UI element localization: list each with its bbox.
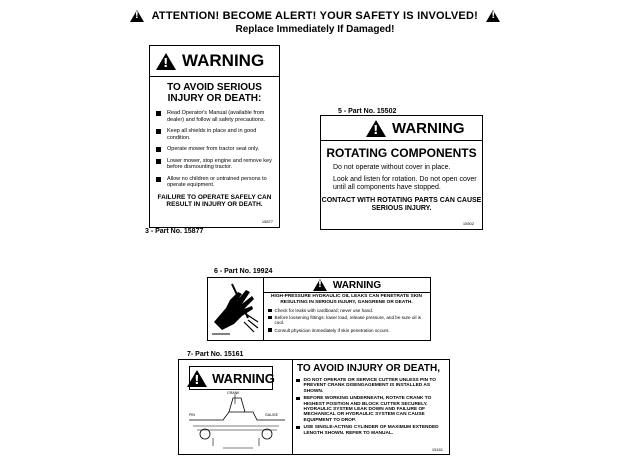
decal-19924 (207, 277, 431, 341)
page-header (0, 10, 630, 35)
bullet-square-icon (296, 379, 300, 383)
list-item: Keep all shields in place and in good condition. (156, 128, 275, 141)
list-item: Before loosening fittings: lower load, release pressure, and be sure oil is cool. (268, 315, 427, 325)
warning-banner (321, 116, 482, 141)
bullet-square-icon (156, 159, 161, 164)
decal-footer: FAILURE TO OPERATE SAFELY CAN RESULT IN INJURY OR DEATH. (157, 193, 272, 208)
bullet-square-icon (296, 426, 300, 430)
list-item: Consult physician immediately if skin penetration occurs. (268, 328, 427, 333)
warning-banner (264, 278, 430, 293)
decal-footer: CONTACT WITH ROTATING PARTS CAN CAUSE SERIOUS INJURY. (321, 197, 482, 212)
part-label-5: 5 - Part No. 15502 (338, 108, 397, 115)
warning-word: WARNING (392, 119, 465, 137)
instruction-list (296, 378, 446, 438)
list-item: Lower mower, stop engine and remove key before dismounting tractor. (156, 158, 275, 171)
decal-title: TO AVOID INJURY OR DEATH, (297, 363, 440, 374)
list-item: Operate mower from tractor seat only. (156, 146, 275, 153)
list-item: Read Operator's Manual (available from dealer) and follow all safety precautions. (156, 110, 275, 123)
list-item: DO NOT OPERATE OR SERVICE CUTTER UNLESS PIN TO PREVENT CRANK DISENGAGEMENT IS INSTALLED AS SHOWN. (296, 378, 446, 394)
warning-triangle-icon (486, 10, 500, 22)
diagram-label: GAUGE (265, 413, 278, 417)
part-label-3: 3 - Part No. 15877 (145, 228, 204, 235)
diagram-label: CRANK (227, 391, 240, 395)
warning-triangle-icon (313, 279, 327, 291)
bullet-square-icon (296, 397, 300, 401)
hand-injury-pictogram-icon (208, 278, 264, 340)
decal-title: ROTATING COMPONENTS (326, 146, 477, 160)
warning-triangle-icon (156, 53, 176, 70)
decal-15161 (178, 359, 450, 455)
warning-triangle-icon (366, 120, 386, 137)
header-line-2: Replace Immediately If Damaged! (235, 24, 395, 36)
bullet-square-icon (268, 328, 272, 332)
warning-word: WARNING (212, 370, 275, 386)
diagram-label: PIN (189, 413, 195, 417)
warning-word: WARNING (332, 279, 382, 291)
decal-15877 (149, 45, 280, 228)
list-item: USE SINGLE-ACTING CYLINDER OF MAXIMUM EXTENDED LENGTH SHOWN. REFER TO MANUAL. (296, 425, 446, 436)
part-label-6: 6 - Part No. 19924 (214, 268, 273, 275)
warning-banner (150, 46, 279, 77)
bullet-square-icon (156, 129, 161, 134)
bullet-square-icon (268, 309, 272, 313)
decal-subtitle: TO AVOID SERIOUS INJURY OR DEATH: (167, 82, 262, 104)
bullet-square-icon (156, 177, 161, 182)
decal-code: 15877 (261, 219, 273, 224)
instruction-list (150, 110, 279, 189)
warning-triangle-icon (130, 10, 144, 22)
warning-triangle-icon (187, 370, 207, 387)
header-line-1: ! ATTENTION! BECOME ALERT! YOUR SAFETY IS INVOLVED! ! (0, 10, 630, 22)
list-item: Allow no children or untrained persons to operate equipment. (156, 176, 275, 189)
decal-header-text: HIGH-PRESSURE HYDRAULIC OIL LEAKS CAN PENETRATE SKIN RESULTING IN SERIOUS INJURY, GANGRENE OR DEATH. (271, 294, 422, 305)
decal-text: Look and listen for rotation. Do not open cover until all components have stopped. (333, 176, 477, 191)
decal-15502 (320, 115, 483, 230)
decal-divider (292, 360, 293, 454)
list-item: BEFORE WORKING UNDERNEATH, ROTATE CRANK TO HIGHEST POSITION AND BLOCK CUTTER SECURELY. HYDRAULIC SYSTEM LEAK DOWN AND FAILURE OF MECHANICAL OR HYDRAULIC SYSTEM CAN CAUSE EQUIPMENT TO DROP. (296, 396, 446, 423)
warning-word: WARNING (182, 51, 265, 70)
list-item: Check for leaks with cardboard; never use hand. (268, 308, 427, 313)
bullet-square-icon (268, 316, 272, 320)
decal-code: 15502 (462, 221, 474, 226)
decal-code: 15161 (431, 447, 443, 452)
instruction-list (268, 308, 427, 335)
cutter-crank-diagram (183, 390, 291, 452)
bullet-square-icon (156, 147, 161, 152)
part-label-7: 7- Part No. 15161 (187, 351, 244, 358)
bullet-square-icon (156, 111, 161, 116)
warning-banner (189, 366, 273, 390)
decal-text: Do not operate without cover in place. (333, 164, 451, 171)
